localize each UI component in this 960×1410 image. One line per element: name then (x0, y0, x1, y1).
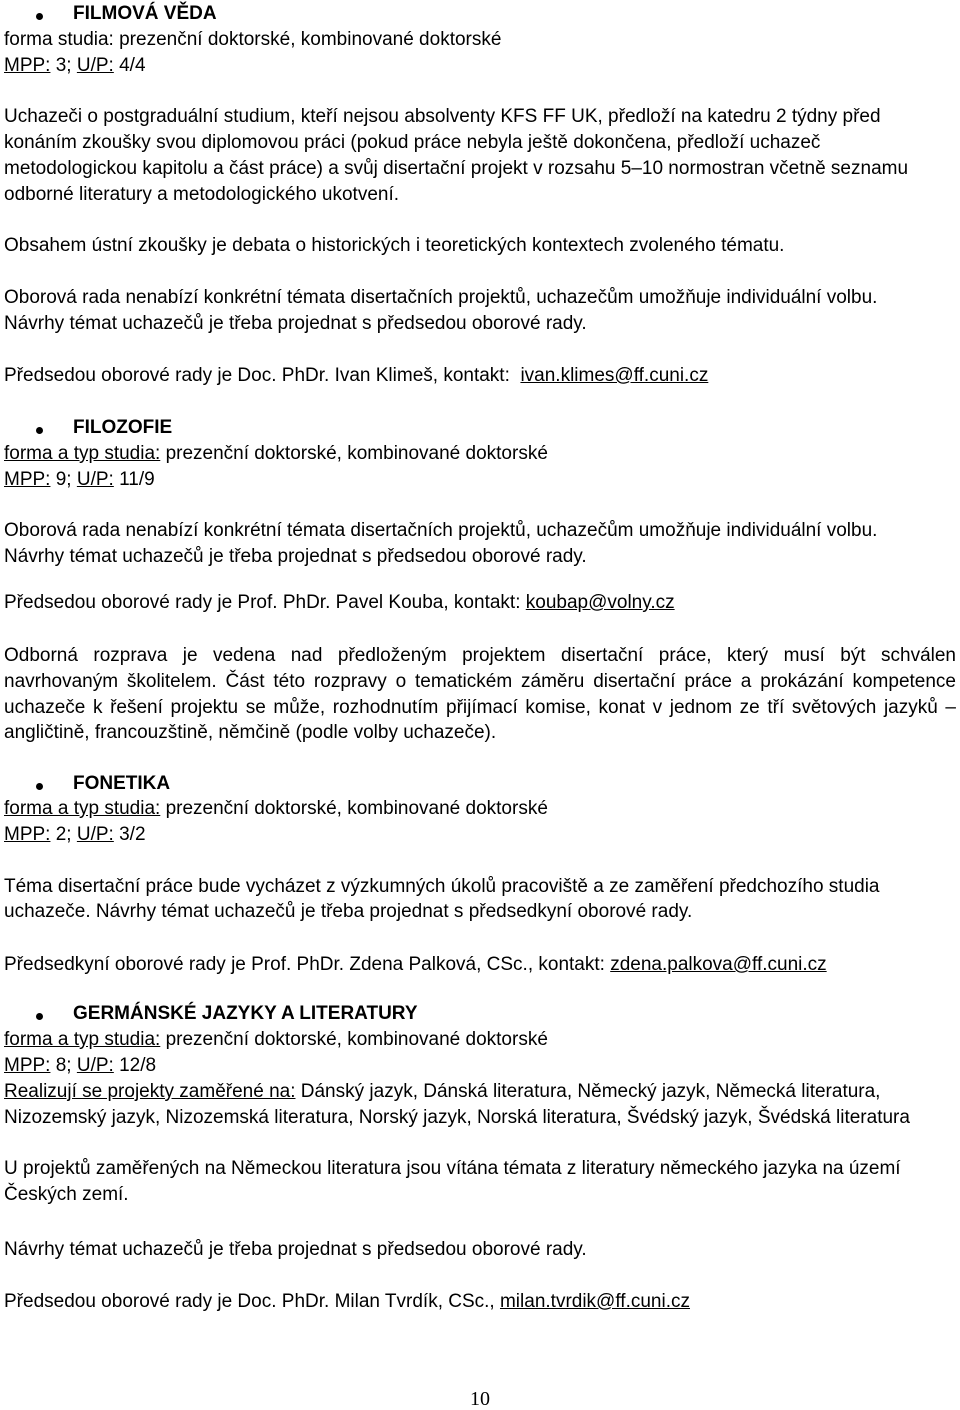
chair-text: Předsedou oborové rady je Doc. PhDr. Ivan Klimeš, kontakt: (4, 365, 510, 386)
section-title: FILMOVÁ VĚDA (73, 3, 217, 24)
paragraph-line: Uchazeči o postgraduální studium, kteří nejsou absolventy KFS FF UK, předloží na katedru 2 týdny před (4, 106, 881, 127)
mpp-line (4, 467, 155, 493)
section-title: GERMÁNSKÉ JAZYKY A LITERATURY (73, 1003, 418, 1024)
study-form-label: forma a typ studia: (4, 1029, 161, 1050)
up-value: 12/8 (119, 1055, 157, 1076)
page-number: 10 (470, 1388, 490, 1410)
study-form-label: forma studia: (4, 29, 114, 50)
section-title: FILOZOFIE (73, 417, 173, 438)
paragraph-line: odborné literatury a metodologického ukotvení. (4, 184, 400, 205)
study-form-label: forma a typ studia: (4, 798, 161, 819)
up-value: 3/2 (119, 824, 146, 845)
mpp-value: 3; (55, 55, 72, 76)
bullet-icon (36, 1013, 43, 1020)
chair-line (4, 1289, 690, 1315)
bullet-icon (36, 427, 43, 434)
study-form-label: forma a typ studia: (4, 443, 161, 464)
study-form-value: prezenční doktorské, kombinované doktorské (165, 798, 548, 819)
up-label: U/P: (76, 1055, 114, 1076)
chair-text: Předsedou oborové rady je Prof. PhDr. Pavel Kouba, kontakt: (4, 592, 521, 613)
mpp-label: MPP: (4, 469, 51, 490)
email-link[interactable]: koubap@volny.cz (525, 592, 675, 613)
projects-value: Dánský jazyk, Dánská literatura, Německý jazyk, Německá literatura, (300, 1081, 881, 1102)
up-label: U/P: (76, 55, 114, 76)
bullet-icon (36, 13, 43, 20)
paragraph-line: navrhovaným školitelem. Část této rozpravy o tematickém záměru disertační práce a prokázání kompetence (4, 671, 956, 692)
chair-text: Předsedou oborové rady je Doc. PhDr. Milan Tvrdík, CSc., (4, 1291, 495, 1312)
paragraph-line: Českých zemí. (4, 1184, 129, 1205)
mpp-label: MPP: (4, 824, 51, 845)
up-value: 11/9 (119, 469, 155, 490)
paragraph-line: Oborová rada nenabízí konkrétní témata disertačních projektů, uchazečům umožňuje individuální volbu. (4, 520, 878, 541)
study-form-value: prezenční doktorské, kombinované doktorské (165, 443, 548, 464)
projects-label: Realizují se projekty zaměřené na: (4, 1081, 296, 1102)
paragraph-line: Návrhy témat uchazečů je třeba projednat s předsedou oborové rady. (4, 546, 587, 567)
study-form-line (4, 796, 548, 822)
study-form-line (4, 1027, 548, 1053)
paragraph-line: Obsahem ústní zkoušky je debata o historických i teoretických kontextech zvoleného tématu. (4, 235, 785, 256)
mpp-line (4, 1053, 156, 1079)
paragraph-line: Oborová rada nenabízí konkrétní témata disertačních projektů, uchazečům umožňuje individuální volbu. (4, 287, 878, 308)
mpp-line (4, 53, 146, 79)
study-form-line (4, 441, 548, 467)
chair-text: Předsedkyní oborové rady je Prof. PhDr. Zdena Palková, CSc., kontakt: (4, 954, 605, 975)
mpp-line (4, 822, 146, 848)
up-value: 4/4 (119, 55, 146, 76)
mpp-value: 8; (55, 1055, 72, 1076)
projects-line (4, 1079, 880, 1105)
mpp-value: 2; (55, 824, 72, 845)
paragraph-line: Téma disertační práce bude vycházet z výzkumných úkolů pracoviště a ze zaměření předchozího studia (4, 876, 880, 897)
paragraph-line: Návrhy témat uchazečů je třeba projednat s předsedou oborové rady. (4, 1239, 587, 1260)
up-label: U/P: (76, 469, 114, 490)
study-form-line (4, 27, 501, 53)
paragraph-line: uchazeče. Návrhy témat uchazečů je třeba projednat s předsedkyní oborové rady. (4, 901, 693, 922)
projects-line: Nizozemský jazyk, Nizozemská literatura, Norský jazyk, Norská literatura, Švédský jazyk, Švédská literatura (4, 1107, 910, 1128)
chair-line (4, 590, 675, 616)
paragraph-line: Návrhy témat uchazečů je třeba projednat s předsedou oborové rady. (4, 313, 587, 334)
bullet-icon (36, 783, 43, 790)
up-label: U/P: (76, 824, 114, 845)
email-link[interactable]: milan.tvrdik@ff.cuni.cz (499, 1291, 690, 1312)
study-form-value: prezenční doktorské, kombinované doktorské (119, 29, 502, 50)
email-link[interactable]: ivan.klimes@ff.cuni.cz (520, 365, 709, 386)
chair-line (4, 952, 827, 978)
paragraph-line: metodologickou kapitolu a část práce) a svůj disertační projekt v rozsahu 5–10 normostran včetně seznamu (4, 158, 909, 179)
paragraph-line: Odborná rozprava je vedena nad předloženým projektem disertační práce, který musí být schválen (4, 645, 956, 666)
paragraph-line: angličtině, francouzštině, němčině (podle volby uchazeče). (4, 722, 497, 743)
chair-line (4, 363, 708, 389)
paragraph-line: konáním zkoušky svou diplomovou práci (pokud práce nebyla ještě dokončena, předloží uchazeč (4, 132, 821, 153)
mpp-value: 9; (55, 469, 72, 490)
mpp-label: MPP: (4, 1055, 51, 1076)
section-title: FONETIKA (73, 773, 171, 794)
paragraph-line: U projektů zaměřených na Německou literatura jsou vítána témata z literatury německého jazyka na území (4, 1158, 901, 1179)
email-link[interactable]: zdena.palkova@ff.cuni.cz (610, 954, 827, 975)
mpp-label: MPP: (4, 55, 51, 76)
paragraph-line: uchazeče k řešení projektu se může, rozhodnutím přijímací komise, konat v jednom ze tří světových jazyků – (4, 697, 956, 718)
study-form-value: prezenční doktorské, kombinované doktorské (165, 1029, 548, 1050)
